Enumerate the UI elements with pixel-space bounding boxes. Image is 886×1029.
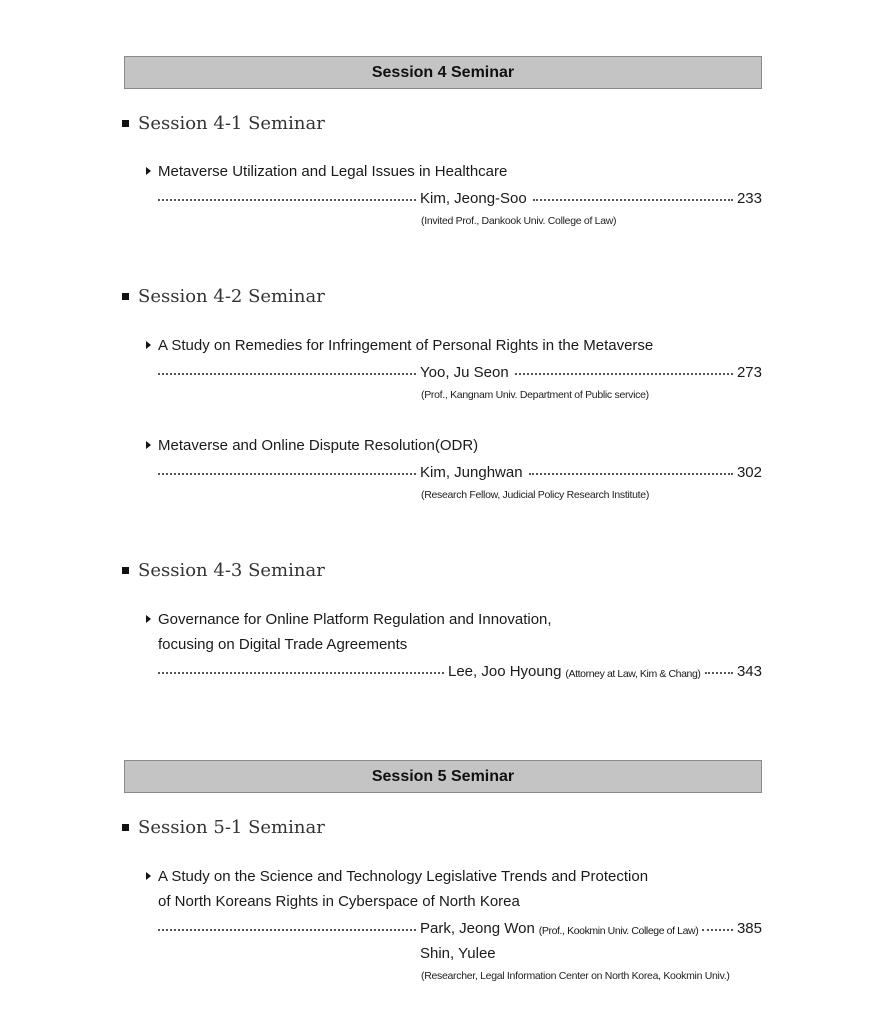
paper-title-line-2: of North Koreans Rights in Cyberspace of North Korea: [158, 893, 520, 910]
session-heading-text: Session 4-3 Seminar: [138, 560, 325, 581]
session-5-banner: [124, 760, 762, 793]
leader-dots: [158, 199, 416, 201]
paper-title-text: Metaverse Utilization and Legal Issues in Healthcare: [158, 163, 508, 180]
session-4-3-heading: [122, 560, 325, 581]
triangle-bullet-icon: [146, 872, 151, 880]
leader-dots: [158, 373, 416, 375]
square-bullet-icon: [122, 824, 129, 831]
session-heading-text: Session 4-2 Seminar: [138, 286, 325, 307]
page-number: 385: [736, 920, 762, 937]
author-name: Lee, Joo Hyoung: [448, 663, 562, 680]
page-number: 273: [736, 364, 762, 381]
triangle-bullet-icon: [146, 341, 151, 349]
session-heading-text: Session 5-1 Seminar: [138, 817, 325, 838]
author-affiliation: (Attorney at Law, Kim & Chang): [565, 668, 701, 680]
session-4-2-heading: [122, 286, 325, 307]
leader-dots: [158, 929, 416, 931]
paper-title-line-1: A Study on the Science and Technology Legislative Trends and Protection: [158, 868, 649, 885]
leader-dots: [533, 199, 733, 201]
paper-title: [146, 864, 648, 914]
square-bullet-icon: [122, 293, 129, 300]
paper-title-text: Metaverse and Online Dispute Resolution(ODR): [158, 437, 479, 454]
paper-title-text: A Study on Remedies for Infringement of Personal Rights in the Metaverse: [158, 337, 654, 354]
session-4-1-heading: [122, 113, 325, 134]
triangle-bullet-icon: [146, 167, 151, 175]
page-number: 233: [736, 190, 762, 207]
session-5-1-heading: [122, 817, 325, 838]
author-name: Shin, Yulee: [420, 945, 496, 962]
square-bullet-icon: [122, 120, 129, 127]
paper-title: [146, 159, 507, 184]
paper-title: [146, 607, 552, 657]
triangle-bullet-icon: [146, 441, 151, 449]
page-number: 302: [736, 464, 762, 481]
author-affiliation: (Researcher, Legal Information Center on North Korea, Kookmin Univ.): [421, 970, 730, 982]
square-bullet-icon: [122, 567, 129, 574]
paper-entry-row: [158, 658, 762, 680]
paper-entry-row: [158, 915, 762, 937]
author-name: Yoo, Ju Seon: [420, 364, 509, 381]
leader-dots: [158, 473, 416, 475]
paper-entry-row: [158, 940, 762, 962]
paper-entry-row: [158, 359, 762, 381]
paper-title: [146, 433, 478, 458]
author-name: Kim, Junghwan: [420, 464, 523, 481]
paper-entry-row: [158, 459, 762, 481]
triangle-bullet-icon: [146, 615, 151, 623]
session-4-banner: [124, 56, 762, 89]
leader-dots: [702, 929, 733, 931]
paper-title-line-2: focusing on Digital Trade Agreements: [158, 636, 408, 653]
author-name: Park, Jeong Won: [420, 920, 535, 937]
leader-dots: [515, 373, 733, 375]
page-number: 343: [736, 663, 762, 680]
author-affiliation: (Invited Prof., Dankook Univ. College of Law): [421, 215, 617, 227]
paper-entry-row: [158, 185, 762, 207]
leader-dots: [158, 672, 444, 674]
paper-title-line-1: Governance for Online Platform Regulation and Innovation,: [158, 611, 552, 628]
session-5-banner-text: Session 5 Seminar: [371, 767, 515, 785]
author-name: Kim, Jeong-Soo: [420, 190, 527, 207]
author-affiliation: (Prof., Kookmin Univ. College of Law): [538, 925, 699, 937]
session-4-banner-text: Session 4 Seminar: [371, 63, 515, 81]
author-affiliation: (Prof., Kangnam Univ. Department of Public service): [421, 389, 649, 401]
paper-title: [146, 333, 653, 358]
leader-dots: [529, 473, 733, 475]
session-heading-text: Session 4-1 Seminar: [138, 113, 325, 134]
author-affiliation: (Research Fellow, Judicial Policy Research Institute): [421, 489, 650, 501]
leader-dots: [705, 672, 733, 674]
